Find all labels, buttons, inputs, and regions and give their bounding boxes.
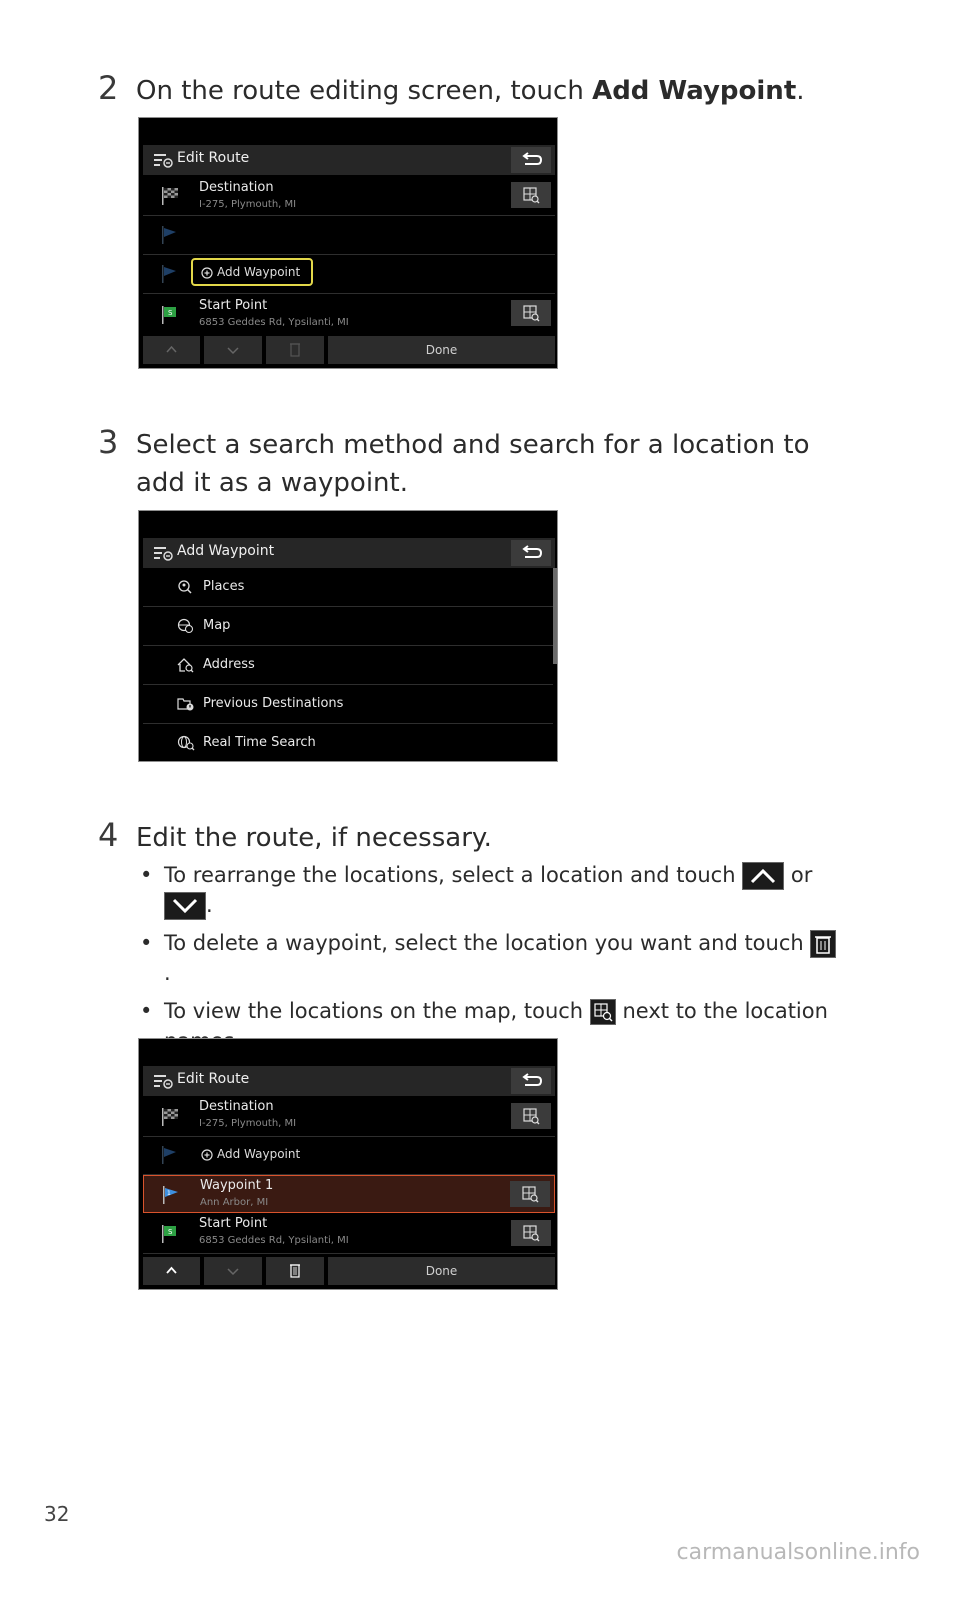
destination-row[interactable]	[143, 1096, 555, 1137]
back-button[interactable]	[511, 540, 551, 566]
chevron-down-icon	[204, 1257, 262, 1285]
bullet-delete: • To delete a waypoint, select the location you want and touch .	[140, 928, 840, 988]
add-waypoint-label: Add Waypoint	[217, 1147, 301, 1161]
title-bar	[143, 1066, 555, 1096]
step-number: 2	[98, 69, 119, 107]
chevron-down-icon	[204, 336, 262, 364]
bullet-view-map: • To view the locations on the map, touch next to the location	[140, 996, 840, 1056]
svg-text:1: 1	[167, 1190, 171, 1197]
add-circle-icon	[201, 267, 213, 279]
step-bold-text: Add Waypoint	[592, 76, 797, 106]
menu-item-label: Address	[203, 657, 255, 672]
route-edit-icon	[153, 1072, 173, 1090]
start-point-label: Start Point	[199, 1216, 268, 1231]
empty-waypoint-row[interactable]	[143, 215, 555, 255]
start-map-button[interactable]	[511, 300, 551, 326]
step-text: Edit the route, if necessary.	[136, 823, 492, 853]
back-arrow-icon	[511, 147, 551, 173]
destination-map-button[interactable]	[511, 1103, 551, 1129]
destination-address: I-275, Plymouth, MI	[199, 1118, 297, 1129]
checkered-flag-icon	[159, 1106, 181, 1128]
step-number: 3	[98, 423, 119, 461]
edit-route-screen-result	[138, 1038, 558, 1290]
menu-item-real-time-search[interactable]	[143, 724, 553, 762]
screen-title: Add Waypoint	[177, 543, 275, 559]
chevron-up-icon	[742, 862, 784, 890]
route-edit-icon	[153, 544, 173, 562]
step-text: Select a search method and search for a location to add it as a waypoint.	[136, 430, 810, 498]
waypoint-flag-icon	[160, 1184, 182, 1206]
chevron-down-icon	[164, 892, 206, 920]
destination-address: I-275, Plymouth, MI	[199, 199, 297, 210]
chevron-up-icon	[143, 1257, 200, 1285]
done-button[interactable]: Done	[328, 1257, 555, 1285]
route-edit-icon	[153, 151, 173, 169]
menu-item-label: Map	[203, 618, 231, 633]
add-waypoint-label: Add Waypoint	[217, 265, 301, 279]
start-point-address: 6853 Geddes Rd, Ypsilanti, MI	[199, 1235, 349, 1246]
delete-button[interactable]	[266, 336, 324, 364]
map-search-icon	[511, 182, 551, 208]
waypoint-1-row-selected[interactable]	[143, 1175, 555, 1213]
move-up-button[interactable]	[143, 336, 200, 364]
add-waypoint-row[interactable]	[143, 1136, 555, 1175]
add-waypoint-screen	[138, 510, 558, 762]
waypoint-map-button[interactable]	[510, 1181, 550, 1207]
map-search-icon	[590, 999, 616, 1025]
title-bar	[143, 145, 555, 175]
start-point-label: Start Point	[199, 298, 268, 313]
menu-item-label: Previous Destinations	[203, 696, 344, 711]
menu-item-previous-destinations[interactable]	[143, 685, 553, 724]
map-search-icon	[511, 1220, 551, 1246]
destination-label: Destination	[199, 180, 274, 195]
menu-item-label: Places	[203, 579, 245, 594]
back-button[interactable]	[511, 147, 551, 173]
menu-item-places[interactable]	[143, 568, 553, 607]
move-down-button[interactable]	[204, 1257, 262, 1285]
start-map-button[interactable]	[511, 1220, 551, 1246]
screen-title: Edit Route	[177, 1071, 250, 1087]
waypoint-address: Ann Arbor, MI	[200, 1197, 269, 1208]
start-point-row[interactable]	[143, 1213, 555, 1254]
globe-map-icon	[177, 618, 195, 634]
back-arrow-icon	[511, 540, 551, 566]
trash-icon	[266, 1257, 324, 1285]
destination-label: Destination	[199, 1099, 274, 1114]
move-down-button[interactable]	[204, 336, 262, 364]
chevron-up-icon	[143, 336, 200, 364]
bottom-bar	[143, 336, 555, 364]
folder-history-icon	[177, 696, 195, 712]
svg-text:S: S	[168, 1228, 173, 1236]
delete-button[interactable]	[266, 1257, 324, 1285]
map-search-icon	[511, 300, 551, 326]
trash-icon	[266, 336, 324, 364]
scrollbar[interactable]	[553, 568, 557, 664]
add-waypoint-button[interactable]	[191, 258, 313, 286]
waypoint-flag-icon	[159, 224, 181, 246]
step-text: On the route editing screen, touch Add Waypoint.	[136, 76, 805, 106]
move-up-button[interactable]	[143, 1257, 200, 1285]
map-search-icon	[511, 1103, 551, 1129]
edit-route-screen	[138, 117, 558, 369]
watermark: carmanualsonline.info	[676, 1540, 920, 1565]
done-button[interactable]: Done	[328, 336, 555, 364]
destination-map-button[interactable]	[511, 182, 551, 208]
trash-icon	[810, 930, 836, 958]
checkered-flag-icon	[159, 185, 181, 207]
waypoint-label: Waypoint 1	[200, 1178, 274, 1193]
menu-item-label: Real Time Search	[203, 735, 316, 750]
bullet-rearrange: • To rearrange the locations, select a location and touch or .	[140, 860, 840, 920]
add-waypoint-row[interactable]	[143, 254, 555, 294]
start-point-row[interactable]	[143, 293, 555, 335]
home-search-icon	[177, 657, 195, 673]
back-button[interactable]	[511, 1068, 551, 1094]
page-number: 32	[44, 1502, 70, 1526]
menu-item-address[interactable]	[143, 646, 553, 685]
places-search-icon	[177, 579, 195, 595]
title-bar	[143, 538, 555, 568]
start-point-address: 6853 Geddes Rd, Ypsilanti, MI	[199, 317, 349, 328]
instruction-bullets	[140, 860, 840, 1064]
step-number: 4	[98, 816, 119, 854]
add-circle-icon	[201, 1149, 213, 1161]
start-flag-icon	[159, 304, 181, 326]
start-flag-icon	[159, 1223, 181, 1245]
screen-title: Edit Route	[177, 150, 250, 166]
map-search-icon	[510, 1181, 550, 1207]
waypoint-flag-icon	[159, 1144, 181, 1166]
destination-row[interactable]	[143, 175, 555, 216]
svg-text:S: S	[168, 309, 173, 317]
menu-item-map[interactable]	[143, 607, 553, 646]
bottom-bar	[143, 1257, 555, 1285]
back-arrow-icon	[511, 1068, 551, 1094]
globe-search-icon	[177, 735, 195, 751]
waypoint-flag-icon	[159, 263, 181, 285]
